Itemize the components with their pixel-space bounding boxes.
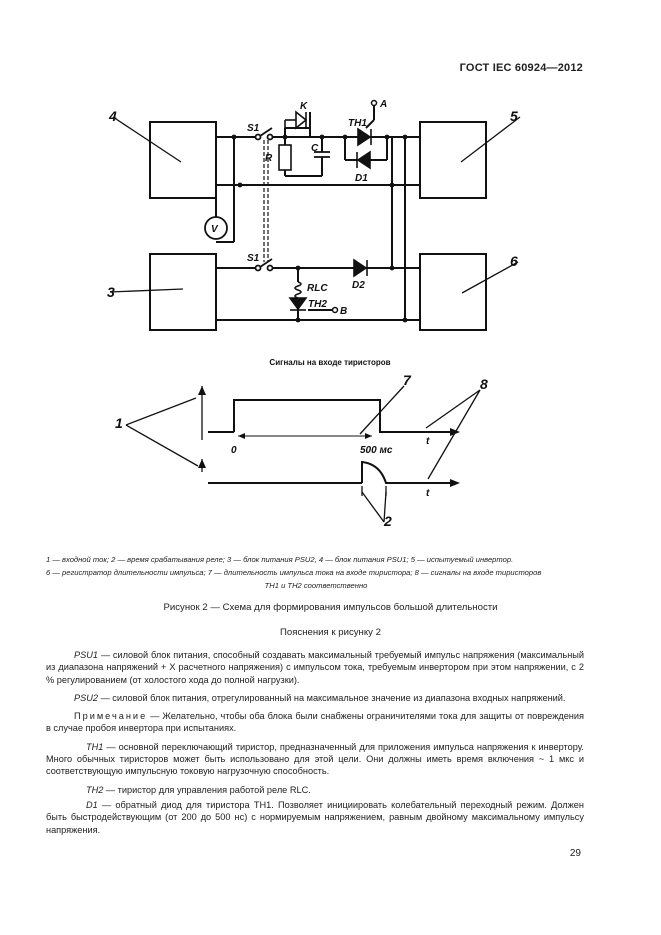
term-psu1: PSU1 <box>74 650 99 660</box>
label-3: 3 <box>107 284 115 300</box>
legend-line-3: TH1 и TH2 соответственно <box>264 581 368 590</box>
label-s1-bottom: S1 <box>247 253 260 264</box>
figure-legend <box>46 553 586 592</box>
label-d2: D2 <box>352 280 365 291</box>
thyristor-th2-icon <box>290 298 306 320</box>
term-th1: TH1 <box>86 741 104 752</box>
explanations-title: Пояснения к рисунку 2 <box>280 627 381 638</box>
text-th2: — тиристор для управления работой реле RLC. <box>103 784 311 795</box>
text-d1: — обратный диод для тиристора TH1. Позволяет инициировать колебательный переходный режим. Должен быть быстродействующим (от 200 до 500 нс) с нормируемым напряжением, равным двойному максимальному импульсу напряжения. <box>46 799 584 835</box>
paragraph-th2 <box>46 784 584 796</box>
term-th2: TH2 <box>86 784 104 795</box>
paragraph-note <box>46 710 584 735</box>
relay-coil-rlc-icon <box>295 282 301 298</box>
label-rlc: RLC <box>307 283 328 294</box>
label-v: V <box>211 224 218 235</box>
text-psu1: — силовой блок питания, способный создавать максимальный требуемый импульс напряжения (максимальный из диапазона напряжений + X расчетного напряжения) с импульсом тока, требуемым инвертором при этом напряжении, с 2 % регулированием (от холостого хода до полной нагрузки). <box>46 650 584 685</box>
legend-line-2: 6 — регистратор длительности импульса; 7 — длительность импульса тока на входе тиристора; 8 — сигналы на входе тиристоров <box>46 568 542 577</box>
label-r: R <box>265 153 273 164</box>
label-d1: D1 <box>355 173 368 184</box>
terminal-b-icon <box>333 308 338 313</box>
label-t-bottom: t <box>426 488 430 499</box>
junction-dots <box>232 135 408 323</box>
signals-diagram <box>208 400 450 483</box>
diode-d1-icon <box>357 152 370 168</box>
label-c: C <box>311 143 319 154</box>
label-1: 1 <box>115 415 123 431</box>
paragraph-th1 <box>46 741 584 778</box>
paragraph-psu2 <box>46 692 584 704</box>
signals-title: Сигналы на входе тиристоров <box>269 358 391 367</box>
explanations-body <box>46 649 584 842</box>
label-th1: TH1 <box>348 118 367 129</box>
diode-d2-icon <box>354 260 367 276</box>
block-5 <box>420 122 486 198</box>
text-note: — Желательно, чтобы оба блока были снабжены ограничителями тока для защиты от повреждения в случае пробоя инвертора при испытаниях. <box>46 711 584 734</box>
label-4: 4 <box>109 108 117 124</box>
label-s1-top: S1 <box>247 123 260 134</box>
block-6 <box>420 254 486 330</box>
label-t-top: t <box>426 436 430 447</box>
label-a: A <box>380 99 388 110</box>
label-8: 8 <box>480 376 488 392</box>
label-6: 6 <box>510 253 518 269</box>
term-psu2: PSU2 <box>74 692 99 703</box>
block-3 <box>150 254 216 330</box>
label-500ms: 500 мс <box>360 445 393 456</box>
note-label: Примечание <box>74 711 148 722</box>
label-7: 7 <box>403 372 411 388</box>
paragraph-psu1 <box>46 649 584 686</box>
thyristor-k-icon <box>285 112 306 128</box>
figure-title: Рисунок 2 — Схема для формирования импульсов большой длительности <box>163 602 498 613</box>
text-psu2: — силовой блок питания, отрегулированный на максимальное значение из диапазона входных напряжений. <box>98 692 566 703</box>
block-4 <box>150 122 216 198</box>
label-th2: TH2 <box>308 299 327 310</box>
standard-header: ГОСТ IEC 60924—2012 <box>459 62 583 74</box>
label-zero: 0 <box>231 445 237 456</box>
label-b: B <box>340 306 348 317</box>
legend-line-1: 1 — входной ток; 2 — время срабатывания реле; 3 — блок питания PSU2, 4 — блок питания PSU1; 5 — испытуемый инвертор. <box>46 555 514 564</box>
page-number: 29 <box>569 848 581 859</box>
label-k: K <box>300 101 308 112</box>
text-th1: — основной переключающий тиристор, предназначенный для приложения импульса напряжения к инвертору. Много обычных тиристоров может быть использовано для этой цели. Они должны иметь время включения ~ 1 мкс и соответствующую импульсную токовую нагрузочную способность. <box>46 741 584 777</box>
signal-leaders <box>126 386 480 522</box>
label-2: 2 <box>384 513 392 529</box>
paragraph-d1 <box>46 799 584 836</box>
term-d1: D1 <box>86 799 98 810</box>
thyristor-th1-icon <box>358 129 371 145</box>
terminal-a-icon <box>372 101 377 106</box>
label-5: 5 <box>510 108 518 124</box>
